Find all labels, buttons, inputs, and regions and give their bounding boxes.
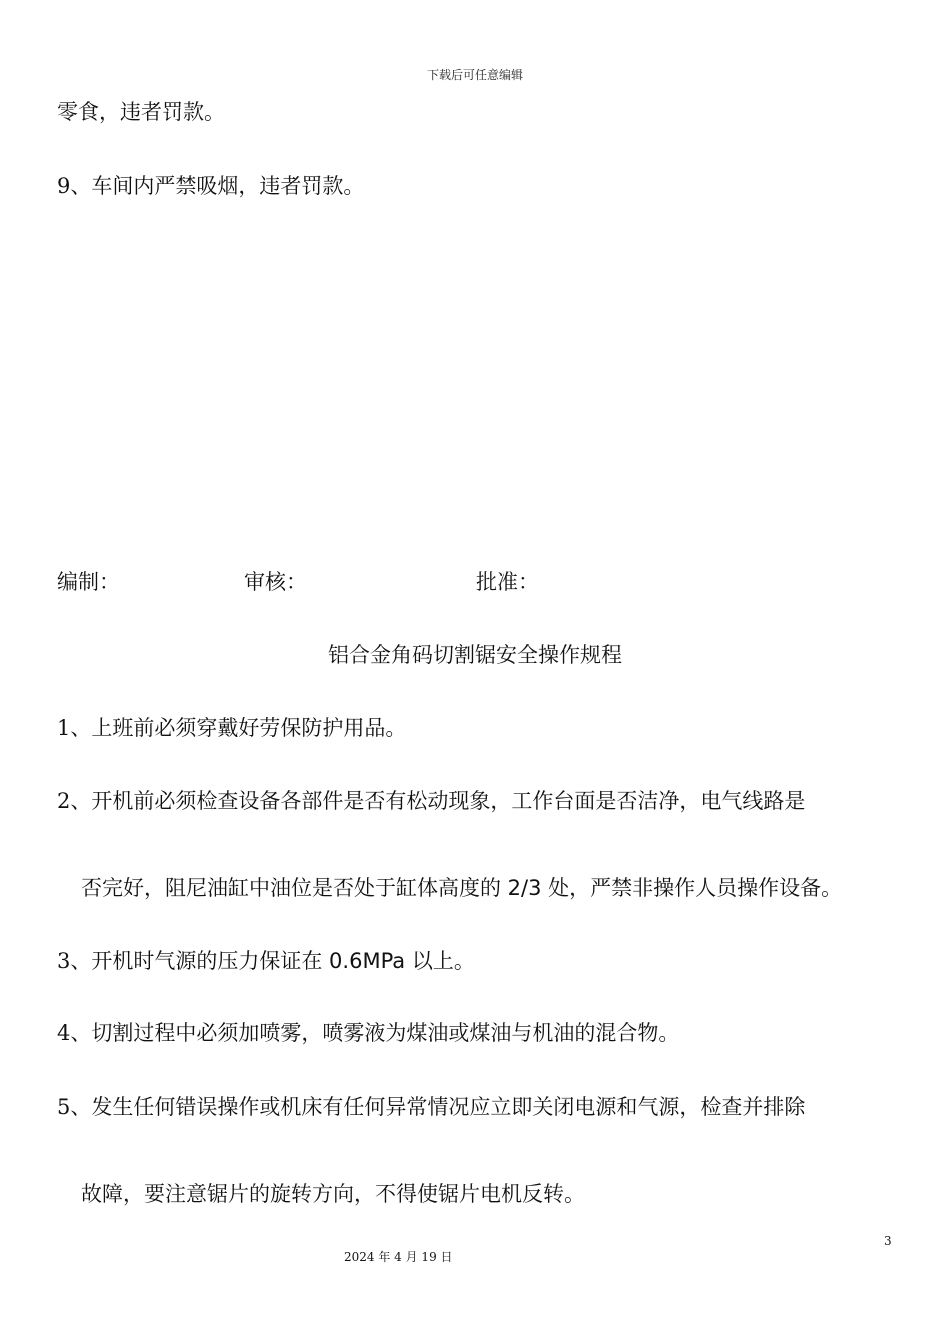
line-text: 、上班前必须穿戴好劳保防护用品。	[70, 716, 407, 740]
footer-date: 2024 年 4 月 19 日	[344, 1250, 453, 1264]
text-line	[57, 171, 364, 201]
rule-line	[57, 1092, 805, 1122]
signoff-review: 审核：	[244, 570, 307, 594]
line-text: 零食，违者罚款。	[57, 100, 225, 124]
item-number: 5	[57, 1095, 71, 1119]
line-text: 、发生任何错误操作或机床有任何异常情况应立即关闭电源和气源，检查并排除	[70, 1095, 806, 1119]
line-text: 、切割过程中必须加喷雾，喷雾液为煤油或煤油与机油的混合物。	[70, 1021, 680, 1045]
rule-line-continued	[81, 1179, 585, 1209]
rule-line-continued	[81, 873, 842, 903]
section-title: 铝合金角码切割锯安全操作规程	[328, 643, 622, 667]
line-text: 、开机时气源的压力保证在 0.6MPa 以上。	[70, 949, 475, 973]
item-number: 1	[57, 716, 71, 740]
item-number: 9	[57, 174, 71, 198]
line-text: 否完好，阻尼油缸中油位是否处于缸体高度的 2/3 处，严禁非操作人员操作设备。	[81, 876, 843, 900]
line-text: 故障，要注意锯片的旋转方向，不得使锯片电机反转。	[81, 1182, 585, 1206]
signoff-compile: 编制：	[57, 570, 120, 594]
page-number: 3	[884, 1234, 892, 1248]
rule-line	[57, 946, 475, 976]
line-text: 、开机前必须检查设备各部件是否有松动现象，工作台面是否洁净，电气线路是	[70, 789, 806, 813]
text-line	[57, 97, 225, 127]
rule-line	[57, 1018, 679, 1048]
item-number: 4	[57, 1021, 71, 1045]
line-text: 、车间内严禁吸烟，违者罚款。	[70, 174, 365, 198]
page-header-note: 下载后可任意编辑	[426, 68, 523, 82]
rule-line	[57, 713, 406, 743]
item-number: 2	[57, 789, 71, 813]
signoff-approve: 批准：	[476, 570, 539, 594]
item-number: 3	[57, 949, 71, 973]
rule-line	[57, 786, 805, 816]
